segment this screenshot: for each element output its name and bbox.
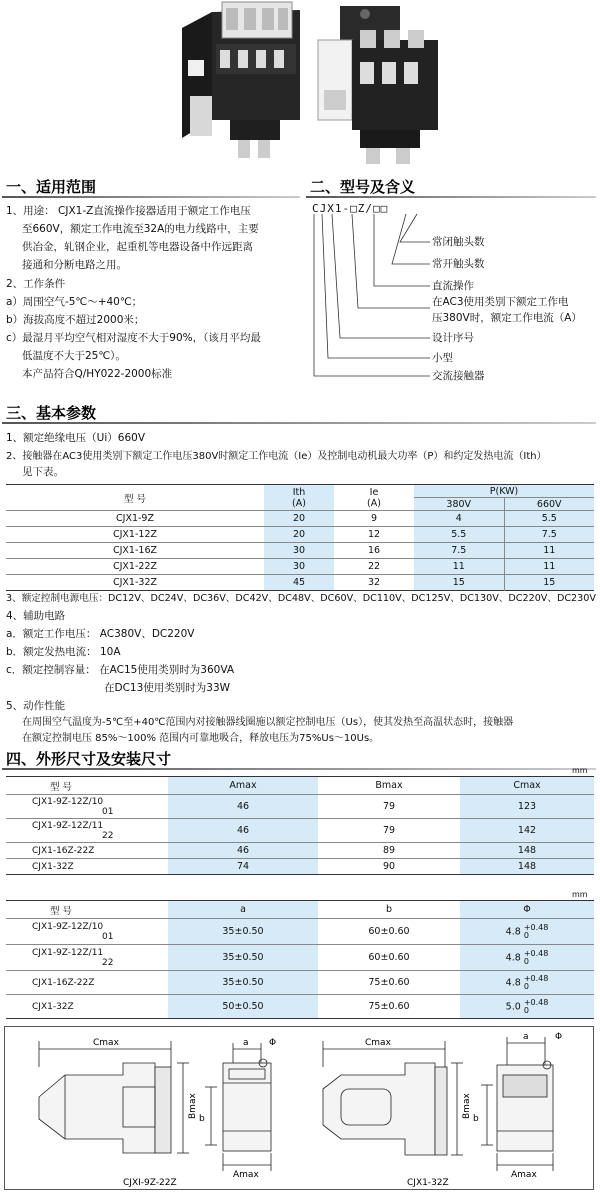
table-row: CJX1-32Z 45 32 15 15 <box>6 575 594 591</box>
section-rule <box>306 196 596 198</box>
header-b: b <box>385 904 393 915</box>
amax-label: Amax <box>511 1170 537 1180</box>
model-label: 压380V时，额定工作电流（A） <box>432 312 582 324</box>
b-label: b <box>199 1114 205 1124</box>
scope-line: 低温度不大于25℃）。 <box>22 350 126 362</box>
amax-label: Amax <box>233 1170 259 1180</box>
table-row: CJX1-9Z 20 9 4 5.5 <box>6 511 594 527</box>
param-rated-current-intro-2: 见下表。 <box>22 466 64 478</box>
front-view-right <box>481 1037 553 1171</box>
header-660v: 660V <box>504 498 594 511</box>
header-amax: Amax <box>168 777 318 795</box>
side-view-right <box>323 1041 463 1155</box>
model-label: 在AC3使用类别下额定工作电 <box>432 296 569 308</box>
bmax-label: Bmax <box>462 1093 472 1119</box>
scope-line: b）海拔高度不超过2000米； <box>6 314 145 326</box>
scope-line: 供冶金，轧钢企业，起重机等电器设备中作远距离 <box>22 241 253 253</box>
phi-label: Φ <box>269 1038 277 1048</box>
scope-line: c）最湿月平均空气相对湿度不大于90%，（该月平均最 <box>6 332 261 344</box>
header-a: a <box>168 901 318 919</box>
param-aux-capacity-2: 在DC13使用类别时为33W <box>104 682 231 694</box>
unit-label: mm <box>572 890 588 899</box>
drawing-caption-right: CJX1-32Z <box>407 1178 449 1188</box>
table-row: CJX1-16Z-22Z 46 89 148 <box>6 843 594 859</box>
scope-line: 2、工作条件 <box>6 278 66 290</box>
header-bmax: Bmax <box>375 780 403 791</box>
table-row: CJX1-9Z-12Z/11 22 35±0.50 60±0.60 4.8 +0.48 0 <box>6 945 594 971</box>
header-380v: 380V <box>414 498 504 511</box>
param-aux-circuit: 4、辅助电路 <box>6 610 66 622</box>
model-label: 小型 <box>432 352 453 364</box>
side-view-left <box>39 1041 189 1153</box>
unit-label: mm <box>572 766 588 775</box>
section-title-dimensions: 四、外形尺寸及安装尺寸 <box>6 750 172 768</box>
table-row: CJX1-9Z-12Z/10 01 35±0.50 60±0.60 4.8 +0.48 0 <box>6 919 594 945</box>
table-row: CJX1-12Z 20 12 5.5 7.5 <box>6 527 594 543</box>
model-code: CJX1-□Z/□□ <box>312 202 389 215</box>
phi-label: Φ <box>555 1032 563 1042</box>
contactor-photo-right <box>318 6 438 164</box>
dimension-drawings <box>5 1027 595 1191</box>
cmax-label: Cmax <box>365 1038 391 1048</box>
bmax-label: Bmax <box>188 1093 198 1119</box>
contactor-photo-left <box>182 2 300 158</box>
model-code-leader-lines <box>310 212 440 382</box>
section-rule <box>2 768 596 770</box>
a-label: a <box>243 1038 249 1048</box>
scope-line: 接通和分断电路之用。 <box>22 259 127 271</box>
table-row: CJX1-9Z-12Z/10 01 46 79 123 <box>6 795 594 819</box>
section-title-scope: 一、适用范围 <box>6 178 97 196</box>
cmax-label: Cmax <box>93 1038 119 1048</box>
scope-line: 1、用途： CJX1-Z直流操作接器适用于额定工作电压 <box>6 205 251 217</box>
header-cmax: Cmax <box>460 777 594 795</box>
mounting-dimensions-table <box>6 900 594 1019</box>
param-operation-1: 在周围空气温度为-5℃至+40℃范围内对接触器线圈施以额定控制电压（Us），使其发热至高温状态时，接触器 <box>22 717 514 728</box>
table-row: CJX1-9Z-12Z/11 22 46 79 142 <box>6 819 594 843</box>
header-model: 型 号 <box>50 781 73 793</box>
model-label: 直流操作 <box>432 280 474 292</box>
section-title-model: 二、型号及含义 <box>310 178 416 196</box>
table-row: CJX1-16Z-22Z 35±0.50 75±0.60 4.8 +0.48 0 <box>6 971 594 995</box>
header-ie: Ie (A) <box>367 486 381 509</box>
front-view-left <box>205 1043 271 1171</box>
param-rated-current-intro: 2、接触器在AC3使用类别下额定工作电压380V时额定工作电流（Ie）及控制电动机最大功率（P）和约定发热电流（Ith） <box>6 451 547 462</box>
param-operation: 5、动作性能 <box>6 700 66 712</box>
scope-line: 至660V，额定工作电流至32A的电力线路中，主要 <box>22 223 259 235</box>
table-row: CJX1-22Z 30 22 11 11 <box>6 559 594 575</box>
param-aux-capacity: c．额定控制容量： 在AC15使用类别时为360VA <box>6 664 235 676</box>
table-row: CJX1-32Z 50±0.50 75±0.60 5.0 +0.48 0 <box>6 995 594 1019</box>
table-row: CJX1-32Z 74 90 148 <box>6 859 594 875</box>
scope-line: 本产品符合Q/HY022-2000标准 <box>22 368 173 380</box>
product-photos <box>160 0 450 168</box>
b-label: b <box>473 1114 479 1124</box>
drawing-caption-left: CJXI-9Z-22Z <box>123 1178 177 1188</box>
param-insulation-voltage: 1、额定绝缘电压（Ui）660V <box>6 432 146 444</box>
scope-line: a）周围空气-5℃～+40℃； <box>6 296 143 308</box>
a-label: a <box>523 1032 529 1042</box>
param-aux-voltage: a．额定工作电压： AC380V、DC220V <box>6 628 195 640</box>
outline-dimensions-table <box>6 776 594 875</box>
model-label: 常开触头数 <box>432 258 485 270</box>
param-control-voltage: 3、额定控制电源电压：DC12V、DC24V、DC36V、DC42V、DC48V、DC60V、DC110V、DC125V、DC130V、DC220V、DC230V <box>6 593 596 604</box>
section-title-params: 三、基本参数 <box>6 404 97 422</box>
header-power: P(KW) <box>414 485 594 498</box>
model-label: 设计序号 <box>432 332 474 344</box>
section-rule <box>2 196 300 198</box>
section-rule <box>2 422 596 424</box>
header-ith: Ith (A) <box>264 485 334 511</box>
model-label: 交流接触器 <box>432 370 485 382</box>
dimension-drawing-panel <box>4 1026 594 1190</box>
table-row: CJX1-16Z 30 16 7.5 11 <box>6 543 594 559</box>
header-model: 型 号 <box>123 493 147 505</box>
param-aux-current: b．额定发热电流： 10A <box>6 646 121 658</box>
header-phi: Φ <box>460 901 594 919</box>
param-operation-2: 在额定控制电压 85%～100% 范围内可靠地吸合，释放电压为75%Us～10Us。 <box>22 733 380 744</box>
rated-params-table <box>6 484 594 591</box>
header-model: 型 号 <box>50 905 73 917</box>
model-label: 常闭触头数 <box>432 236 485 248</box>
